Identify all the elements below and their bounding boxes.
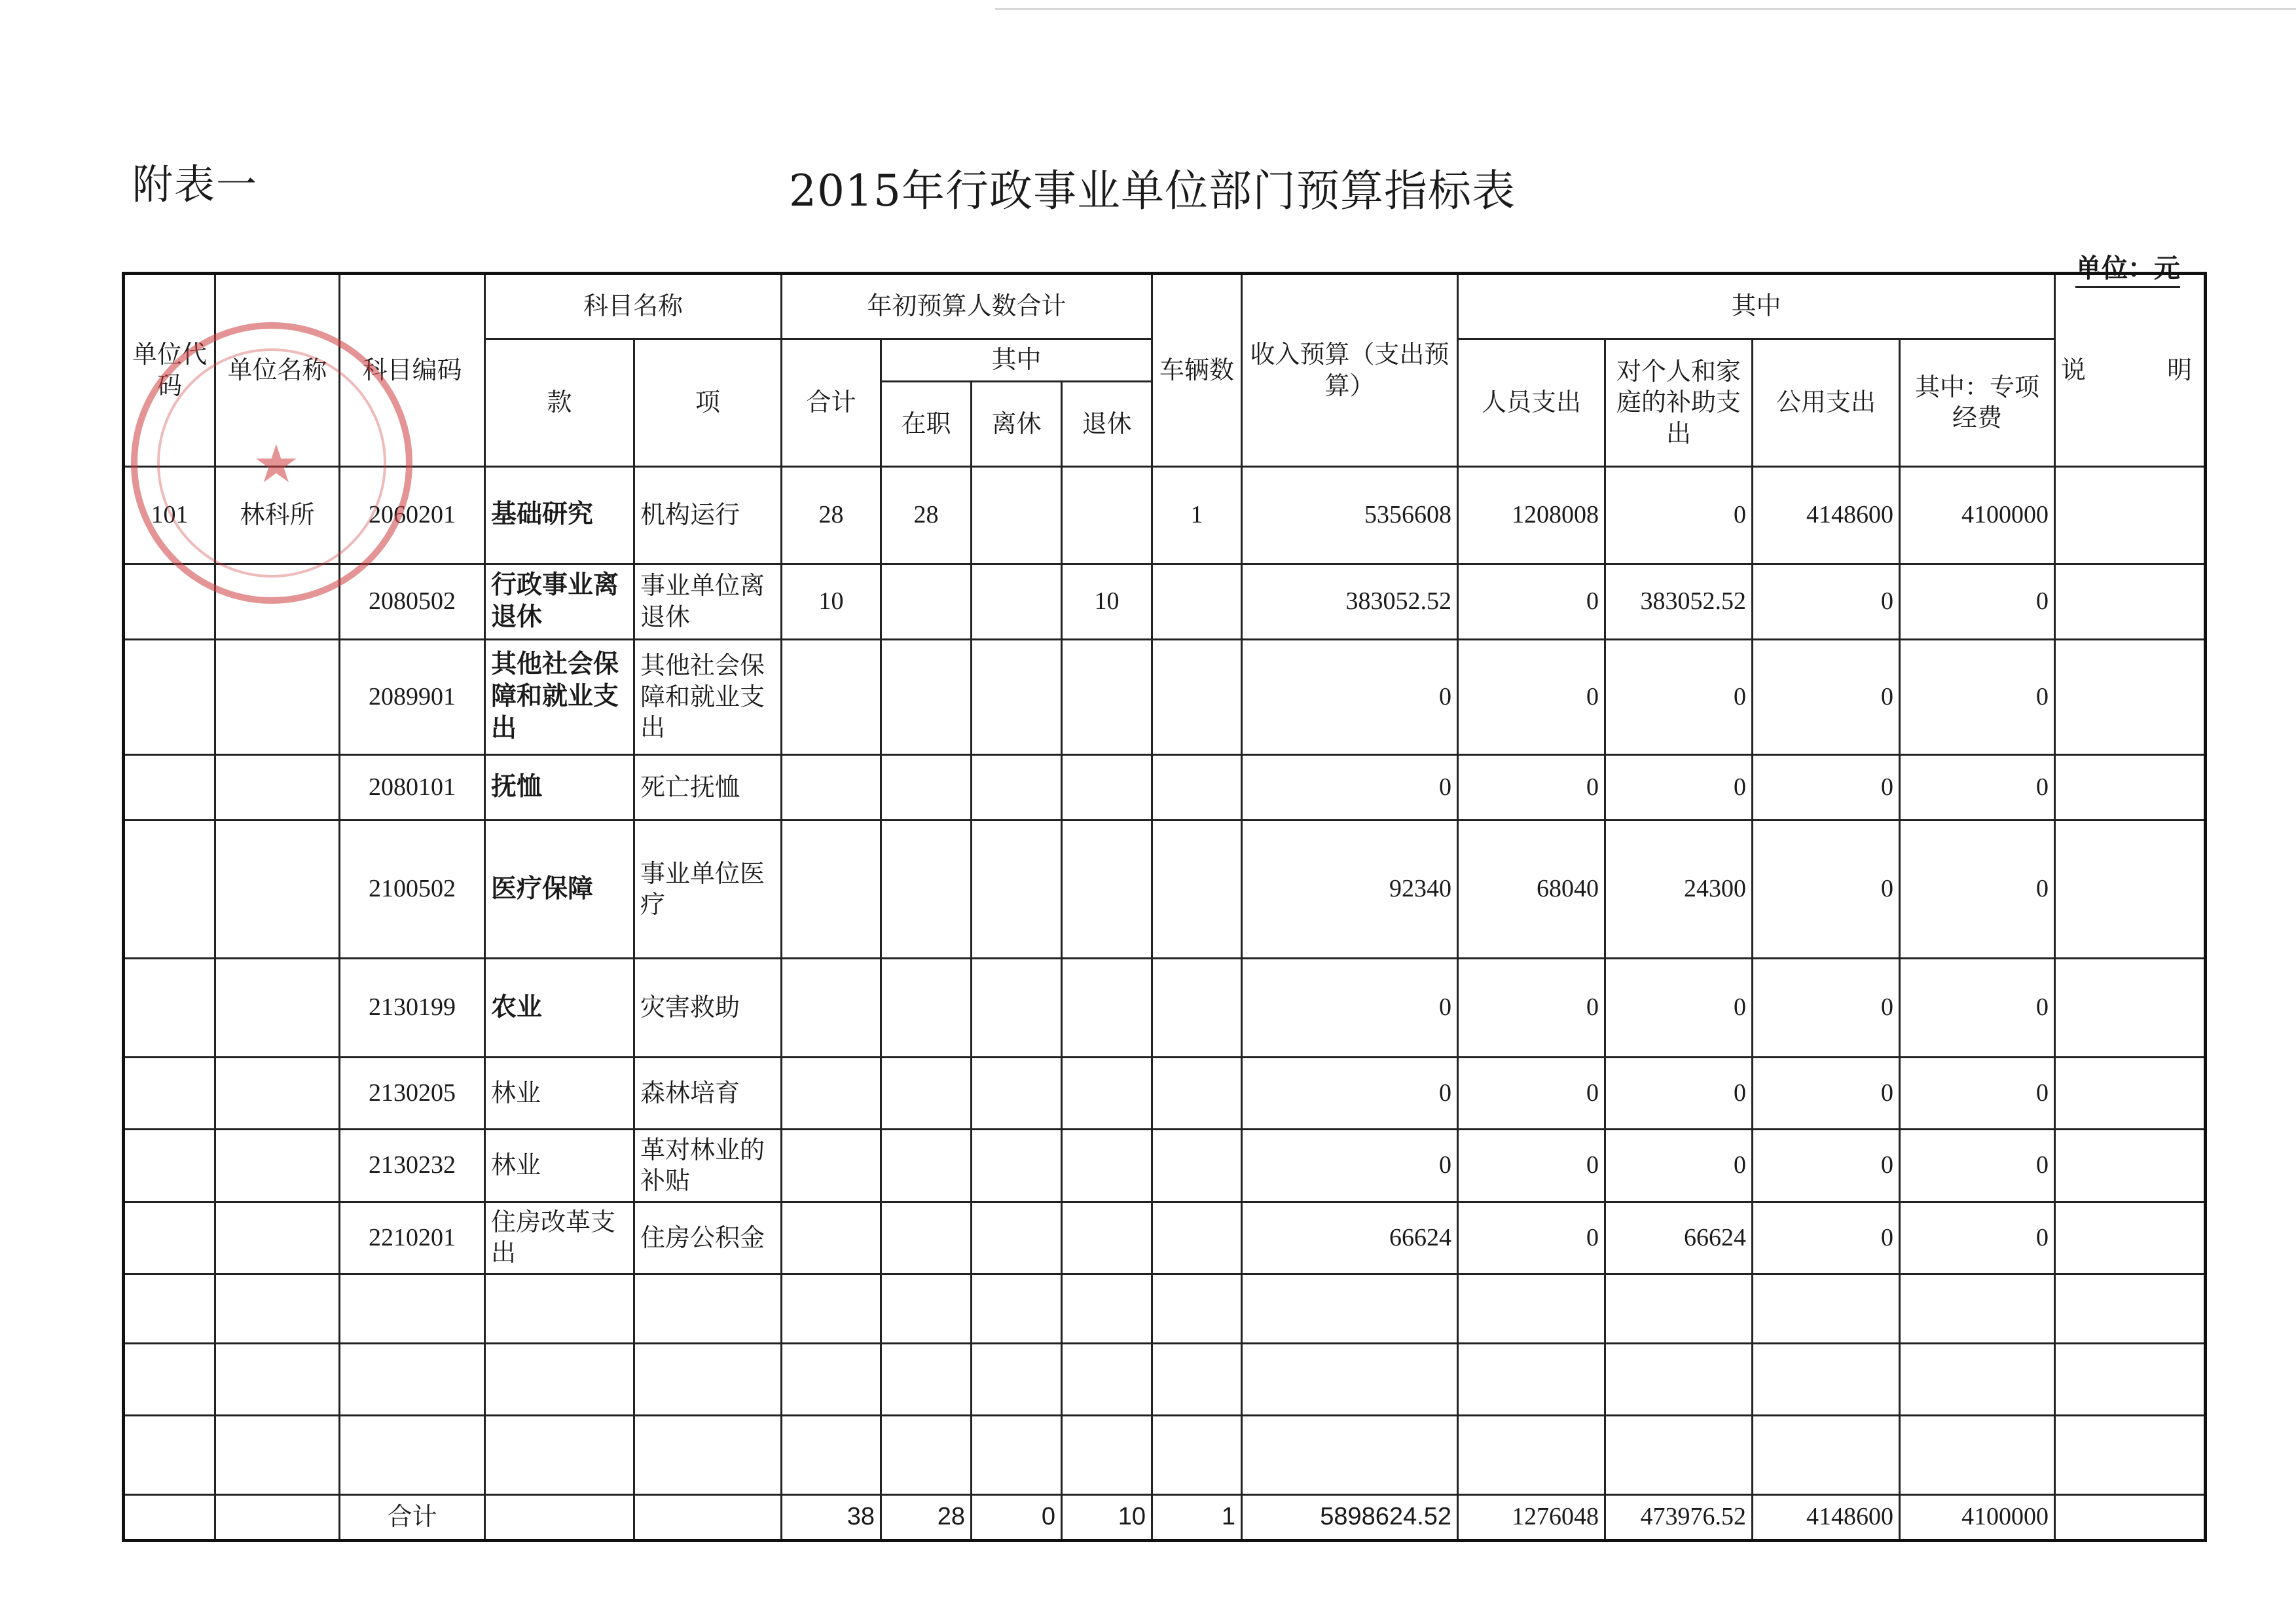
subsidy-cell: 0 bbox=[1605, 1057, 1753, 1129]
xiang-cell: 其他社会保障和就业支出 bbox=[634, 640, 782, 755]
page-title: 2015年行政事业单位部门预算指标表 bbox=[789, 166, 1516, 216]
totals-label: 合计 bbox=[340, 1494, 485, 1540]
subsidy-cell: 0 bbox=[1605, 754, 1753, 820]
income-cell: 92340 bbox=[1242, 821, 1458, 959]
tui-cell bbox=[1062, 640, 1152, 755]
subsidy-cell: 66624 bbox=[1605, 1202, 1753, 1274]
col-explain bbox=[2055, 274, 2206, 467]
kuan-cell: 住房改革支出 bbox=[485, 1202, 634, 1274]
vehicles-cell bbox=[1152, 1057, 1242, 1129]
income-cell: 0 bbox=[1242, 1057, 1458, 1129]
col-public: 公用支出 bbox=[1753, 339, 1900, 467]
unit-name-cell bbox=[215, 1494, 340, 1540]
total-vehicles: 1 bbox=[1152, 1494, 1242, 1540]
tui-cell bbox=[1062, 1202, 1152, 1274]
subject-code-cell: 2089901 bbox=[340, 640, 485, 755]
col-unit-name: 单位名称 bbox=[215, 274, 340, 467]
xiang-cell: 事业单位离退休 bbox=[634, 564, 782, 639]
xiang-cell: 住房公积金 bbox=[634, 1202, 782, 1274]
vehicles-cell bbox=[1152, 959, 1242, 1058]
col-special: 其中：专项经费 bbox=[1900, 339, 2055, 467]
public-cell: 0 bbox=[1753, 564, 1900, 639]
explain-cell bbox=[2055, 467, 2206, 564]
vehicles-cell: 1 bbox=[1152, 467, 1242, 564]
xiang-cell: 森林培育 bbox=[634, 1057, 782, 1129]
li-cell bbox=[972, 564, 1062, 639]
empty-row bbox=[124, 1343, 2206, 1415]
special-cell: 0 bbox=[1900, 1130, 2055, 1202]
active-cell bbox=[881, 821, 972, 959]
top-edge-line bbox=[995, 8, 2296, 10]
tui-cell bbox=[1062, 1057, 1152, 1129]
vehicles-cell bbox=[1152, 640, 1242, 755]
special-cell: 0 bbox=[1900, 959, 2055, 1058]
personnel-cell: 0 bbox=[1458, 1057, 1605, 1129]
unit-name-cell bbox=[215, 564, 340, 639]
public-cell: 0 bbox=[1753, 640, 1900, 755]
subject-code-cell: 2060201 bbox=[340, 467, 485, 564]
public-cell: 0 bbox=[1753, 754, 1900, 820]
xiang-cell: 灾害救助 bbox=[634, 959, 782, 1058]
total-income: 5898624.52 bbox=[1242, 1494, 1458, 1540]
budget-table bbox=[122, 272, 2207, 1542]
unit-name-cell bbox=[215, 1057, 340, 1129]
personnel-cell: 0 bbox=[1458, 959, 1605, 1058]
total-special: 4100000 bbox=[1900, 1494, 2055, 1540]
attachment-label: 附表一 bbox=[132, 160, 259, 208]
personnel-cell: 68040 bbox=[1458, 821, 1605, 959]
unit-name-cell bbox=[215, 640, 340, 755]
special-cell: 0 bbox=[1900, 821, 2055, 959]
unit-code-cell bbox=[124, 564, 215, 639]
unit-name-cell bbox=[215, 1202, 340, 1274]
table-row bbox=[124, 1057, 2206, 1129]
unit-name-cell bbox=[215, 1130, 340, 1202]
table-row bbox=[124, 1130, 2206, 1202]
explain-cell bbox=[2055, 821, 2206, 959]
kuan-cell: 林业 bbox=[485, 1130, 634, 1202]
public-cell: 0 bbox=[1753, 959, 1900, 1058]
col-explain-part2: 明 bbox=[2167, 355, 2195, 384]
active-cell bbox=[881, 959, 972, 1058]
special-cell: 0 bbox=[1900, 564, 2055, 639]
public-cell: 0 bbox=[1753, 1130, 1900, 1202]
total-personnel: 1276048 bbox=[1458, 1494, 1605, 1540]
kuan-cell: 抚恤 bbox=[485, 754, 634, 820]
table-row bbox=[124, 467, 2206, 564]
personnel-cell: 0 bbox=[1458, 1130, 1605, 1202]
col-retired-li: 离休 bbox=[972, 382, 1062, 467]
explain-cell bbox=[2055, 1202, 2206, 1274]
table-row bbox=[124, 640, 2206, 755]
unit-name-cell bbox=[215, 821, 340, 959]
subject-code-cell: 2080101 bbox=[340, 754, 485, 820]
tui-cell bbox=[1062, 1130, 1152, 1202]
income-cell: 0 bbox=[1242, 959, 1458, 1058]
headcount-total-cell bbox=[782, 821, 881, 959]
personnel-cell: 1208008 bbox=[1458, 467, 1605, 564]
kuan-cell: 其他社会保障和就业支出 bbox=[485, 640, 634, 755]
li-cell bbox=[972, 821, 1062, 959]
income-cell: 0 bbox=[1242, 1130, 1458, 1202]
xiang-cell: 机构运行 bbox=[634, 467, 782, 564]
empty-row bbox=[124, 1416, 2206, 1495]
unit-code-cell: 101 bbox=[124, 467, 215, 564]
subject-code-cell: 2130199 bbox=[340, 959, 485, 1058]
explain-cell bbox=[2055, 640, 2206, 755]
li-cell bbox=[972, 1130, 1062, 1202]
active-cell: 28 bbox=[881, 467, 972, 564]
col-subsidy: 对个人和家庭的补助支出 bbox=[1605, 339, 1753, 467]
col-unit-code: 单位代码 bbox=[124, 274, 215, 467]
headcount-total-cell bbox=[782, 640, 881, 755]
li-cell bbox=[972, 754, 1062, 820]
table-row bbox=[124, 754, 2206, 820]
li-cell bbox=[972, 467, 1062, 564]
active-cell bbox=[881, 754, 972, 820]
xiang-cell: 死亡抚恤 bbox=[634, 754, 782, 820]
subsidy-cell: 0 bbox=[1605, 640, 1753, 755]
table-row bbox=[124, 959, 2206, 1058]
empty-row bbox=[124, 1274, 2206, 1343]
vehicles-cell bbox=[1152, 1202, 1242, 1274]
personnel-cell: 0 bbox=[1458, 754, 1605, 820]
tui-cell bbox=[1062, 467, 1152, 564]
vehicles-cell bbox=[1152, 754, 1242, 820]
xiang-cell bbox=[634, 1494, 782, 1540]
income-cell: 66624 bbox=[1242, 1202, 1458, 1274]
total-headcount: 38 bbox=[782, 1494, 881, 1540]
public-cell: 0 bbox=[1753, 821, 1900, 959]
unit-name-cell: 林科所 bbox=[215, 467, 340, 564]
subject-code-cell: 2100502 bbox=[340, 821, 485, 959]
special-cell: 0 bbox=[1900, 1057, 2055, 1129]
col-vehicles: 车辆数 bbox=[1152, 274, 1242, 467]
special-cell: 0 bbox=[1900, 640, 2055, 755]
special-cell: 0 bbox=[1900, 754, 2055, 820]
col-of-which: 其中 bbox=[1458, 274, 2055, 339]
vehicles-cell bbox=[1152, 821, 1242, 959]
special-cell: 4100000 bbox=[1900, 467, 2055, 564]
explain-cell bbox=[2055, 1494, 2206, 1540]
unit-code-cell bbox=[124, 1202, 215, 1274]
col-headcount-of-which: 其中 bbox=[881, 339, 1152, 382]
vehicles-cell bbox=[1152, 1130, 1242, 1202]
explain-cell bbox=[2055, 564, 2206, 639]
income-cell: 383052.52 bbox=[1242, 564, 1458, 639]
active-cell bbox=[881, 564, 972, 639]
public-cell: 0 bbox=[1753, 1202, 1900, 1274]
subsidy-cell: 0 bbox=[1605, 959, 1753, 1058]
unit-name-cell bbox=[215, 959, 340, 1058]
special-cell: 0 bbox=[1900, 1202, 2055, 1274]
vehicles-cell bbox=[1152, 564, 1242, 639]
subsidy-cell: 383052.52 bbox=[1605, 564, 1753, 639]
explain-cell bbox=[2055, 959, 2206, 1058]
personnel-cell: 0 bbox=[1458, 564, 1605, 639]
xiang-cell: 事业单位医疗 bbox=[634, 821, 782, 959]
public-cell: 0 bbox=[1753, 1057, 1900, 1129]
income-cell: 5356608 bbox=[1242, 467, 1458, 564]
table-row bbox=[124, 821, 2206, 959]
total-public: 4148600 bbox=[1753, 1494, 1900, 1540]
personnel-cell: 0 bbox=[1458, 640, 1605, 755]
headcount-total-cell bbox=[782, 754, 881, 820]
subsidy-cell: 24300 bbox=[1605, 821, 1753, 959]
kuan-cell: 基础研究 bbox=[485, 467, 634, 564]
tui-cell bbox=[1062, 754, 1152, 820]
unit-code-cell bbox=[124, 1130, 215, 1202]
subject-code-cell: 2130232 bbox=[340, 1130, 485, 1202]
income-cell: 0 bbox=[1242, 754, 1458, 820]
tui-cell bbox=[1062, 821, 1152, 959]
total-active: 28 bbox=[881, 1494, 972, 1540]
public-cell: 4148600 bbox=[1753, 467, 1900, 564]
table-row bbox=[124, 564, 2206, 639]
totals-row bbox=[124, 1494, 2206, 1540]
income-cell: 0 bbox=[1242, 640, 1458, 755]
unit-name-cell bbox=[215, 754, 340, 820]
subject-code-cell: 2210201 bbox=[340, 1202, 485, 1274]
col-explain-part1: 说 bbox=[2061, 355, 2089, 384]
headcount-total-cell: 28 bbox=[782, 467, 881, 564]
col-headcount-total: 年初预算人数合计 bbox=[782, 274, 1152, 339]
active-cell bbox=[881, 1202, 972, 1274]
active-cell bbox=[881, 1130, 972, 1202]
col-headcount-sum: 合计 bbox=[782, 339, 881, 467]
col-retired-tui: 退休 bbox=[1062, 382, 1152, 467]
unit-code-cell bbox=[124, 1494, 215, 1540]
active-cell bbox=[881, 1057, 972, 1129]
kuan-cell bbox=[485, 1494, 634, 1540]
seal-star-icon: ★ bbox=[253, 434, 300, 494]
explain-cell bbox=[2055, 754, 2206, 820]
tui-cell: 10 bbox=[1062, 564, 1152, 639]
subsidy-cell: 0 bbox=[1605, 1130, 1753, 1202]
li-cell bbox=[972, 959, 1062, 1058]
col-active: 在职 bbox=[881, 382, 972, 467]
unit-code-cell bbox=[124, 1057, 215, 1129]
kuan-cell: 林业 bbox=[485, 1057, 634, 1129]
subsidy-cell: 0 bbox=[1605, 467, 1753, 564]
li-cell bbox=[972, 1057, 1062, 1129]
personnel-cell: 0 bbox=[1458, 1202, 1605, 1274]
subject-code-cell: 2080502 bbox=[340, 564, 485, 639]
headcount-total-cell bbox=[782, 1057, 881, 1129]
li-cell bbox=[972, 1202, 1062, 1274]
headcount-total-cell bbox=[782, 959, 881, 1058]
xiang-cell: 革对林业的补贴 bbox=[634, 1130, 782, 1202]
total-subsidy: 473976.52 bbox=[1605, 1494, 1753, 1540]
kuan-cell: 农业 bbox=[485, 959, 634, 1058]
col-xiang: 项 bbox=[634, 339, 782, 467]
explain-cell bbox=[2055, 1130, 2206, 1202]
col-personnel: 人员支出 bbox=[1458, 339, 1605, 467]
li-cell bbox=[972, 640, 1062, 755]
table-row bbox=[124, 1202, 2206, 1274]
headcount-total-cell bbox=[782, 1130, 881, 1202]
subject-code-cell: 2130205 bbox=[340, 1057, 485, 1129]
col-income-budget: 收入预算（支出预算） bbox=[1242, 274, 1458, 467]
headcount-total-cell bbox=[782, 1202, 881, 1274]
total-li: 0 bbox=[972, 1494, 1062, 1540]
kuan-cell: 行政事业离退休 bbox=[485, 564, 634, 639]
tui-cell bbox=[1062, 959, 1152, 1058]
active-cell bbox=[881, 640, 972, 755]
col-kuan: 款 bbox=[485, 339, 634, 467]
unit-code-cell bbox=[124, 640, 215, 755]
kuan-cell: 医疗保障 bbox=[485, 821, 634, 959]
currency-unit: 单位：元 bbox=[2075, 248, 2180, 288]
unit-code-cell bbox=[124, 821, 215, 959]
headcount-total-cell: 10 bbox=[782, 564, 881, 639]
col-subject-code: 科目编码 bbox=[340, 274, 485, 467]
total-tui: 10 bbox=[1062, 1494, 1152, 1540]
unit-code-cell bbox=[124, 754, 215, 820]
unit-code-cell bbox=[124, 959, 215, 1058]
explain-cell bbox=[2055, 1057, 2206, 1129]
col-subject-name: 科目名称 bbox=[485, 274, 782, 339]
